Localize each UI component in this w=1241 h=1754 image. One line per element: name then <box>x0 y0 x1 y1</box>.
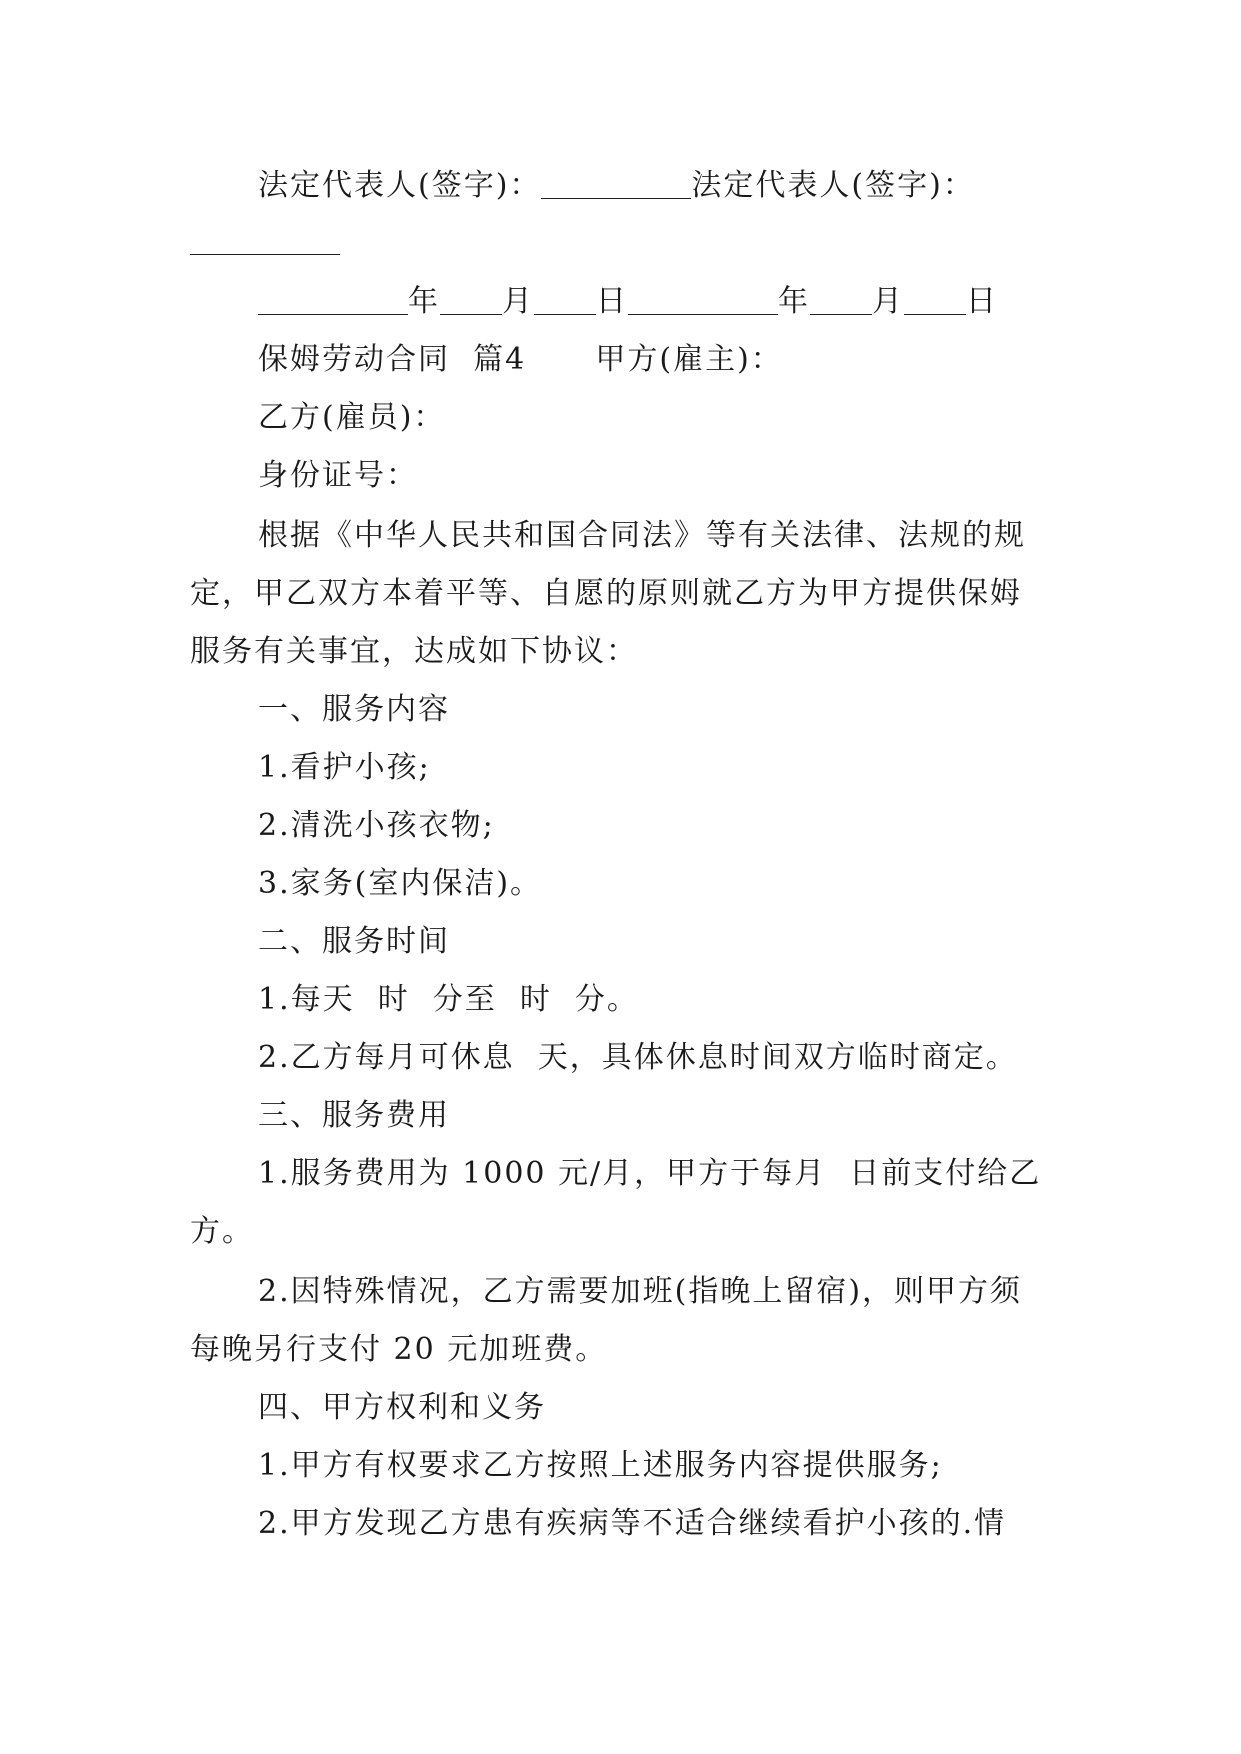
intro-line: 定，甲乙双方本着平等、自愿的原则就乙方为甲方提供保姆 <box>190 576 1022 611</box>
rep-label-1: 法定代表人(签字)： <box>258 168 542 203</box>
list-item: 2.乙方每月可休息 天，具体休息时间双方临时商定。 <box>258 1040 1018 1075</box>
day-label: 日 <box>596 284 628 319</box>
blank-day-1 <box>534 284 596 315</box>
list-item-continuation: 方。 <box>190 1214 254 1249</box>
date-line <box>258 282 1118 322</box>
signature-continuation <box>190 222 1050 262</box>
year-label: 年 <box>778 284 810 319</box>
list-item: 3.家务(室内保洁)。 <box>258 866 543 901</box>
list-item: 1.服务费用为 1000 元/月，甲方于每月 日前支付给乙 <box>258 1156 1042 1191</box>
list-item-continuation: 每晚另行支付 20 元加班费。 <box>190 1332 608 1367</box>
list-item: 1.看护小孩; <box>258 750 431 785</box>
rep-label-2: 法定代表人(签字)： <box>691 168 975 203</box>
blank-month-1 <box>440 284 502 315</box>
intro-line: 根据《中华人民共和国合同法》等有关法律、法规的规 <box>258 518 1026 553</box>
list-item: 2.因特殊情况，乙方需要加班(指晚上留宿)，则甲方须 <box>258 1274 1023 1309</box>
section-heading: 一、服务内容 <box>258 692 450 727</box>
blank-day-2 <box>904 284 966 315</box>
day-label: 日 <box>966 284 998 319</box>
title-line: 保姆劳动合同 篇4 甲方(雇主)： <box>258 342 783 377</box>
section-heading: 二、服务时间 <box>258 924 450 959</box>
blank-month-2 <box>810 284 872 315</box>
intro-line: 服务有关事宜，达成如下协议： <box>190 634 638 669</box>
month-label: 月 <box>502 284 534 319</box>
section-heading: 三、服务费用 <box>258 1098 450 1133</box>
party-b: 乙方(雇员)： <box>258 400 446 435</box>
list-item: 2.甲方发现乙方患有疾病等不适合继续看护小孩的.情 <box>258 1506 1007 1541</box>
section-heading: 四、甲方权利和义务 <box>258 1390 546 1425</box>
month-label: 月 <box>872 284 904 319</box>
blank-year-2 <box>628 284 778 315</box>
blank-field <box>541 168 691 199</box>
list-item: 1.每天 时 分至 时 分。 <box>258 982 639 1017</box>
id-number: 身份证号： <box>258 458 418 493</box>
list-item: 2.清洗小孩衣物; <box>258 808 495 843</box>
signature-line <box>258 166 1118 206</box>
blank-field <box>190 224 340 255</box>
blank-year-1 <box>258 284 408 315</box>
list-item: 1.甲方有权要求乙方按照上述服务内容提供服务; <box>258 1448 943 1483</box>
year-label: 年 <box>408 284 440 319</box>
